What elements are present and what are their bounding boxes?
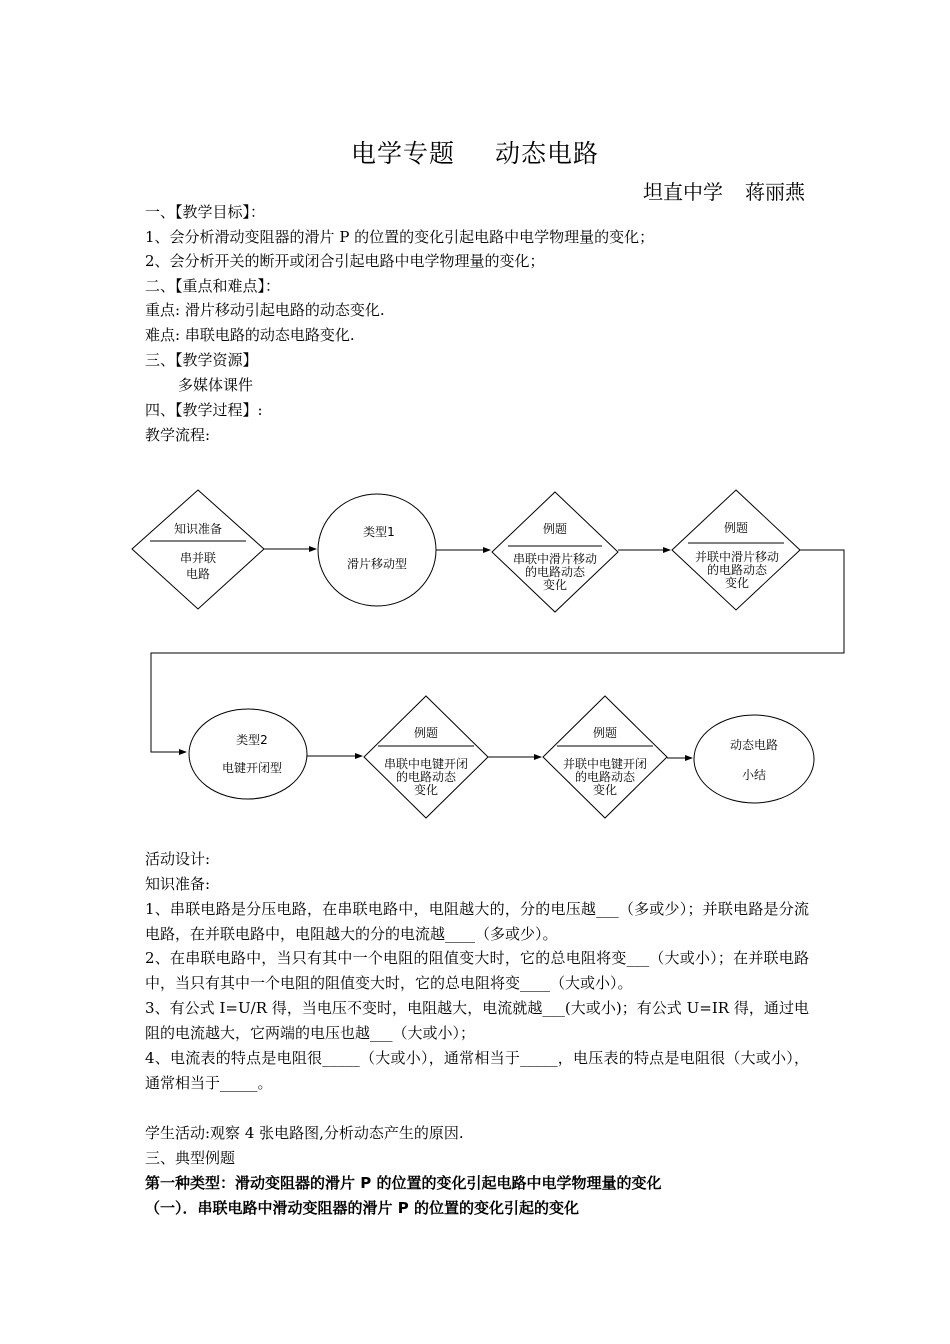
n1-top: 知识准备 <box>173 522 223 536</box>
n2-l2: 滑片移动型 <box>346 557 408 571</box>
n7-l2: 的电路动态 <box>574 770 636 784</box>
n2-l1: 类型1 <box>363 525 395 539</box>
n5-l2: 电键开闭型 <box>221 761 283 775</box>
difficult-point: 难点: 串联电路的动态电路变化. <box>145 326 355 344</box>
typical-examples-heading: 三、典型例题 <box>145 1149 236 1167</box>
node-type2 <box>189 709 307 799</box>
n1-bottom-l1: 串并联 <box>179 551 217 565</box>
section3-heading: 三、【教学资源】 <box>145 351 258 369</box>
n7-l3: 变化 <box>592 783 618 797</box>
n3-l2: 的电路动态 <box>524 565 586 579</box>
section4-heading: 四、【教学过程】: <box>145 401 263 419</box>
section1-heading: 一、【教学目标】： <box>145 203 266 221</box>
n8-l2: 小结 <box>741 768 767 782</box>
n8-l1: 动态电路 <box>729 738 779 752</box>
activity-design-label: 活动设计: <box>145 850 211 868</box>
n6-l1: 串联中电键开闭 <box>383 757 469 771</box>
title-part1: 电学专题 <box>350 139 455 168</box>
n3-l1: 串联中滑片移动 <box>512 552 598 566</box>
author-school: 坦直中学 <box>643 180 723 204</box>
question-2: 2、在串联电路中，当只有其中一个电阻的阻值变大时，它的总电阻将变___（大或小）；在并联电路中，当只有其中一个电阻的阻值变大时，它的总电阻将变____（大或小）。 <box>145 949 809 992</box>
flow-label: 教学流程: <box>145 426 211 444</box>
knowledge-prep-label: 知识准备: <box>145 875 211 893</box>
n5-l1: 类型2 <box>236 733 268 747</box>
type1-heading: 第一种类型：滑动变阻器的滑片 P 的位置的变化引起电路中电学物理量的变化 <box>145 1174 662 1192</box>
n4-l3: 变化 <box>724 576 750 590</box>
title-part2: 动态电路 <box>495 139 600 168</box>
node-type1 <box>318 494 436 606</box>
question-3: 3、有公式 I=U/R 得，当电压不变时，电阻越大，电流就越___(大或小)；有公式 U=IR 得，通过电阻的电流越大，它两端的电压也越___（大或小）； <box>145 999 809 1042</box>
n3-l3: 变化 <box>542 578 568 592</box>
n7-top: 例题 <box>592 726 618 740</box>
question-1: 1、串联电路是分压电路，在串联电路中，电阻越大的，分的电压越___（多或少）；并联电路是分流电路，在并联电路中，电阻越大的分的电流越____（多或少）。 <box>145 900 809 943</box>
node-summary <box>694 715 814 803</box>
student-activity: 学生活动:观察 4 张电路图,分析动态产生的原因. <box>145 1124 464 1142</box>
key-point: 重点: 滑片移动引起电路的动态变化. <box>145 301 385 319</box>
node-knowledge-prep <box>132 490 264 609</box>
question-4: 4、电流表的特点是电阻很_____（大或小），通常相当于_____，电压表的特点是电阻很（大或小），通常相当于_____。 <box>145 1049 809 1092</box>
n6-l3: 变化 <box>413 783 439 797</box>
resource-item: 多媒体课件 <box>178 376 254 394</box>
objective-1: 1、会分析滑动变阻器的滑片 P 的位置的变化引起电路中电学物理量的变化； <box>145 228 655 246</box>
n4-l1: 并联中滑片移动 <box>694 550 780 564</box>
n1-bottom-l2: 电路 <box>185 567 211 581</box>
n6-top: 例题 <box>413 726 439 740</box>
n7-l1: 并联中电键开闭 <box>562 757 648 771</box>
type1-subheading: （一）．串联电路中滑动变阻器的滑片 P 的位置的变化引起的变化 <box>145 1199 579 1217</box>
section2-heading: 二、【重点和难点】： <box>145 277 281 295</box>
n4-top: 例题 <box>723 521 749 535</box>
n3-top: 例题 <box>542 522 568 536</box>
objective-2: 2、会分析开关的断开或闭合引起电路中电学物理量的变化； <box>145 252 545 270</box>
n4-l2: 的电路动态 <box>706 563 768 577</box>
author-name: 蒋丽燕 <box>745 180 805 204</box>
n6-l2: 的电路动态 <box>395 770 457 784</box>
